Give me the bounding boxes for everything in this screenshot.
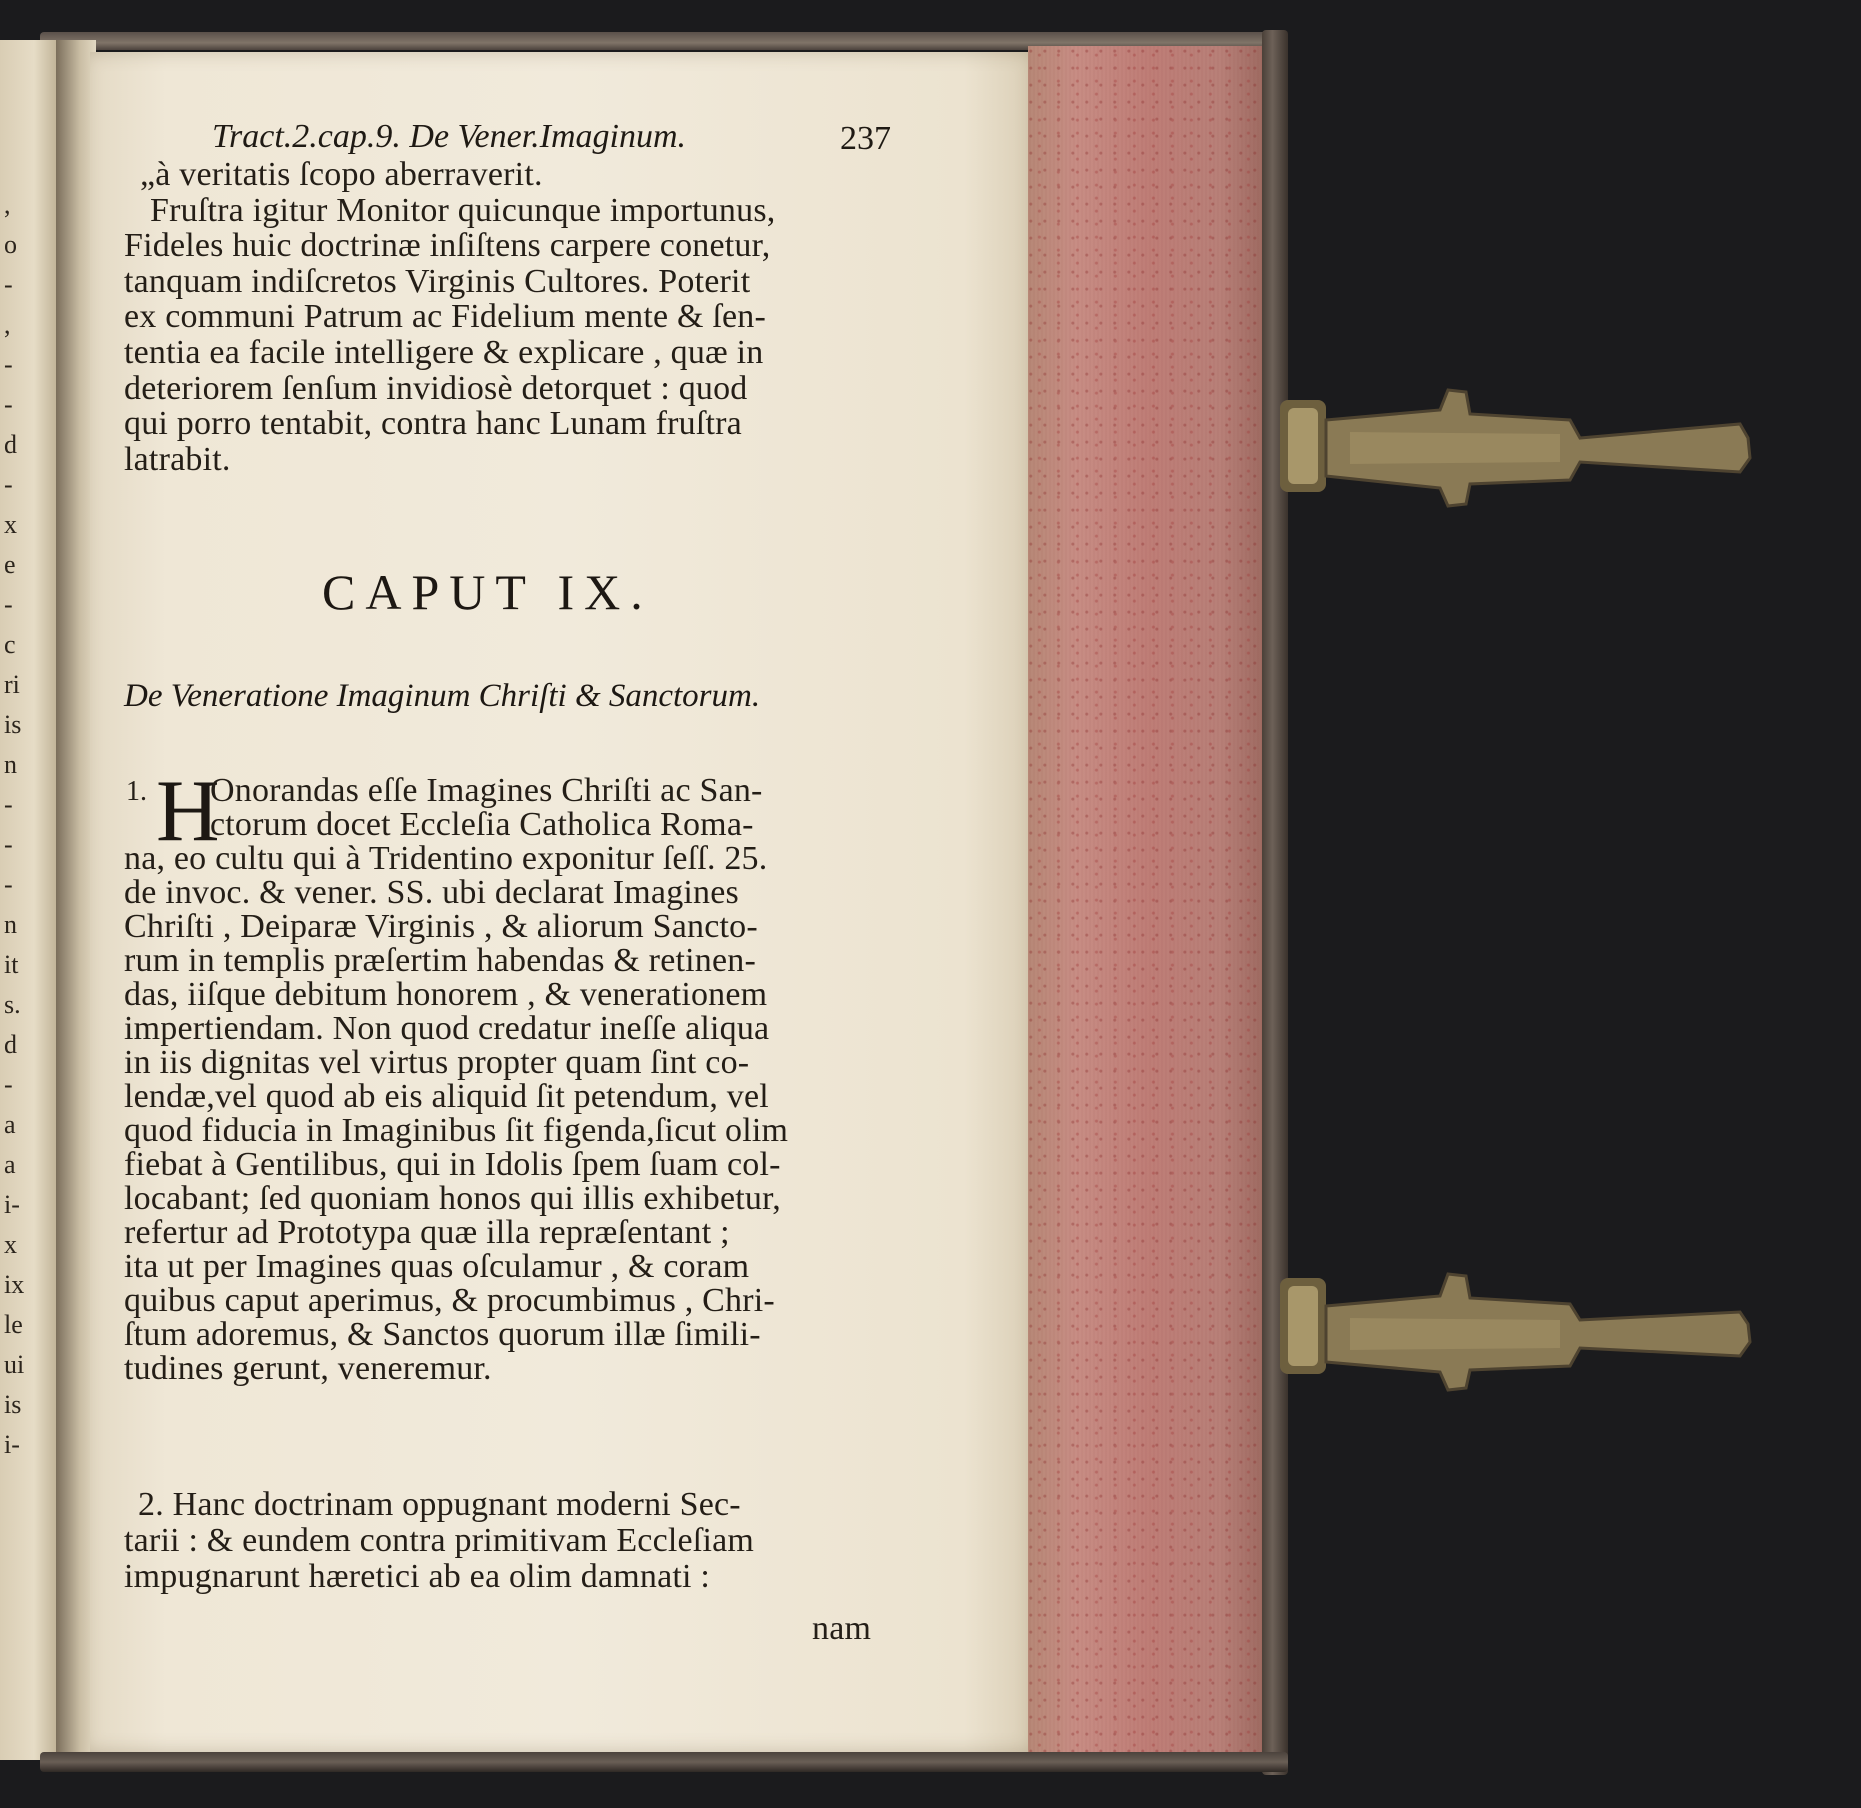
text-line: qui porro tentabit, contra hanc Lunam fruſtra	[124, 405, 742, 443]
chapter-subtitle: De Veneratione Imaginum Chriſti & Sanctorum.	[124, 678, 761, 714]
facing-page-text-fragment: ui	[4, 1350, 25, 1379]
facing-page-text-fragment: a	[4, 1110, 16, 1139]
facing-page-text-fragment: c	[4, 630, 16, 659]
drop-cap: H	[156, 763, 220, 860]
facing-page-fragment	[0, 40, 62, 1760]
text-line: tarii : & eundem contra primitivam Eccleſiam	[124, 1522, 755, 1559]
text-line: 2. Hanc doctrinam oppugnant moderni Sec-	[138, 1486, 741, 1523]
facing-page-text-fragment: d	[4, 1030, 17, 1059]
facing-page-text-fragment: a	[4, 1150, 16, 1179]
text-line: na, eo cultu qui à Tridentino exponitur ſeſſ. 25.	[124, 840, 768, 877]
facing-page-text-fragment: i-	[4, 1190, 20, 1219]
text-line: tanquam indiſcretos Virginis Cultores. Poterit	[124, 262, 751, 300]
facing-page-text-fragment: n	[4, 910, 17, 939]
text-line: de invoc. & vener. SS. ubi declarat Imagines	[124, 874, 739, 911]
text-line: fiebat à Gentilibus, qui in Idolis ſpem ſuam col-	[124, 1146, 781, 1183]
facing-page-text-fragment: -	[4, 790, 13, 819]
facing-page-text-fragment: -	[4, 270, 13, 299]
text-line: lendæ,vel quod ab eis aliquid ſit petendum, vel	[124, 1078, 769, 1115]
text-line: tudines gerunt, veneremur.	[124, 1350, 492, 1387]
facing-page-text-fragment: -	[4, 870, 13, 899]
facing-page-text-fragment: is	[4, 1390, 22, 1419]
text-line: das, iiſque debitum honorem , & venerationem	[124, 976, 768, 1013]
text-line: quibus caput aperimus, & procumbimus , Chri-	[124, 1282, 775, 1319]
facing-page-text-fragment: -	[4, 590, 13, 619]
text-line: impugnarunt hæretici ab ea olim damnati :	[124, 1558, 711, 1595]
text-line: ſtum adoremus, & Sanctos quorum illæ ſimili-	[124, 1316, 761, 1353]
text-line: in iis dignitas vel virtus propter quam ſint co-	[124, 1044, 750, 1081]
facing-page-text-fragment: ,	[4, 190, 11, 219]
cover-spine-edge	[1262, 30, 1288, 1775]
text-line: ctorum docet Eccleſia Catholica Roma-	[210, 806, 754, 843]
chapter-heading: CAPUT IX.	[322, 564, 653, 620]
text-line: refertur ad Prototypa quæ illa repræſentant ;	[124, 1214, 730, 1251]
facing-page-text-fragment: i-	[4, 1430, 20, 1459]
text-line: ex communi Patrum ac Fidelium mente & ſen-	[124, 298, 766, 336]
text-line: latrabit.	[124, 440, 231, 478]
text-line: Fideles huic doctrinæ inſiſtens carpere conetur,	[124, 227, 771, 265]
facing-page-text-fragment: -	[4, 830, 13, 859]
facing-page-text-fragment: ,	[4, 310, 11, 339]
facing-page-text-fragment: -	[4, 1070, 13, 1099]
facing-page-text-fragment: le	[4, 1310, 23, 1339]
facing-page-text-fragment: it	[4, 950, 19, 979]
facing-page-text-fragment: x	[4, 1230, 17, 1259]
facing-page-text-fragment: is	[4, 710, 22, 739]
running-head	[212, 118, 912, 156]
facing-page-text-fragment: -	[4, 470, 13, 499]
facing-page-text-fragment: ri	[4, 670, 20, 699]
facing-page-text-fragment: n	[4, 750, 17, 779]
facing-page-text-fragment: -	[4, 390, 13, 419]
text-line: quod fiducia in Imaginibus ſit figenda,ſicut olim	[124, 1112, 789, 1149]
text-line: rum in templis præſertim habendas & retinen-	[124, 942, 756, 979]
catchword: nam	[812, 1610, 872, 1647]
text-line: deteriorem ſenſum invidiosè detorquet : quod	[124, 369, 748, 407]
upper-clasp-icon	[1270, 380, 1760, 510]
facing-page-text-fragment: e	[4, 550, 16, 579]
page-number: 237	[840, 120, 891, 157]
text-line: Fruſtra igitur Monitor quicunque importunus,	[150, 191, 776, 229]
text-line: „à veritatis ſcopo aberraverit.	[140, 156, 543, 193]
cover-bottom-edge	[40, 1752, 1288, 1772]
facing-page-text-fragment: d	[4, 430, 17, 459]
lower-clasp-icon	[1270, 1262, 1760, 1392]
text-line: locabant; ſed quoniam honos qui illis exhibetur,	[124, 1180, 781, 1217]
text-line: Onorandas eſſe Imagines Chriſti ac San-	[210, 772, 763, 809]
facing-page-text-fragment: ix	[4, 1270, 25, 1299]
fore-edge-speckle	[1028, 46, 1268, 1760]
running-head-title: Tract.2.cap.9. De Vener.Imaginum.	[212, 118, 687, 155]
paragraph-number: 1.	[126, 776, 147, 807]
facing-page-text-fragment: x	[4, 510, 17, 539]
facing-page-text-fragment: o	[4, 230, 17, 259]
facing-page-text-fragment: -	[4, 350, 13, 379]
text-line: tentia ea facile intelligere & explicare , quæ in	[124, 334, 764, 371]
text-line: impertiendam. Non quod credatur ineſſe aliqua	[124, 1010, 770, 1047]
text-line: ita ut per Imagines quas oſculamur , & coram	[124, 1248, 750, 1285]
facing-page-text-fragment: s.	[4, 990, 21, 1019]
text-line: Chriſti , Deiparæ Virginis , & aliorum Sancto-	[124, 908, 758, 945]
